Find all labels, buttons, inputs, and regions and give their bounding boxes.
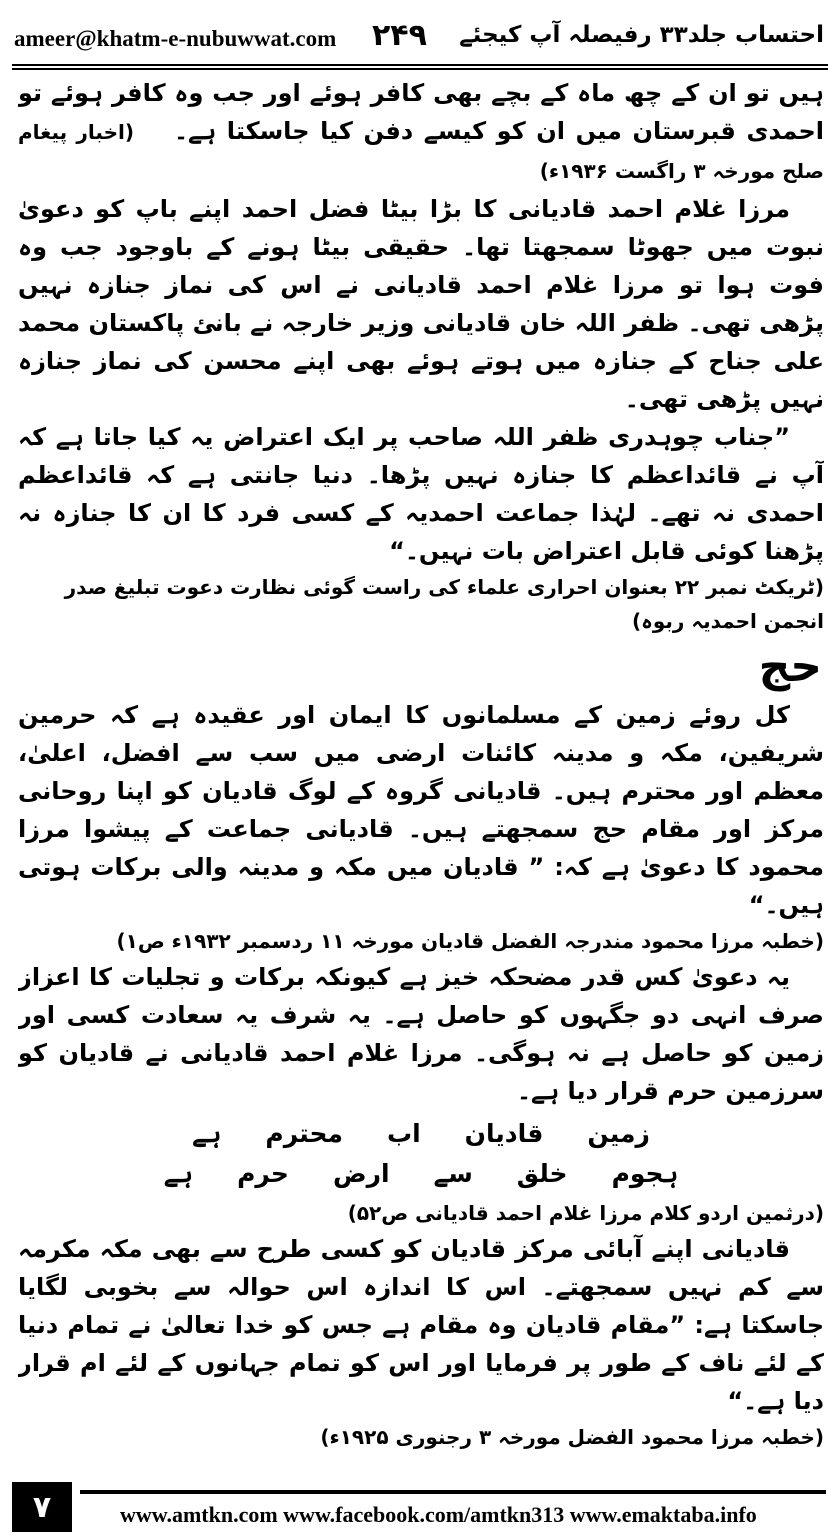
verse-word: ہے [163, 1159, 194, 1188]
running-title: احتساب جلد۳۳ رفیصلہ آپ کیجئے [459, 22, 824, 48]
header-divider [12, 64, 828, 70]
verse-line-2 [18, 1154, 824, 1194]
page-number: ۲۴۹ [372, 18, 427, 53]
citation-5: (خطبہ مرزا محمود الفضل مورخہ ۳ رجنوری ۱۹۲۵ء) [320, 1425, 824, 1449]
paragraph-1 [18, 74, 824, 190]
paragraph-6: قادیانی اپنے آبائی مرکز قادیان کو کسی طرح سے بھی مکہ مکرمہ سے کم نہیں سمجھتے۔ اس کا اندازہ اس حوالہ سے بخوبی لگایا جاسکتا ہے: ”مقام قادیان وہ مقام ہے جس کو خدا تعالیٰ نے تمام دنیا کے لئے ناف کے طور پر فرمایا اور اس کو تمام جہانوں کے لئے ام قرار دیا ہے۔“ [18, 1235, 824, 1415]
page-body [18, 74, 824, 1464]
paragraph-5: یہ دعویٰ کس قدر مضحکہ خیز ہے کیونکہ برکات و تجلیات کا اعزاز صرف انہی دو جگہوں کو حاصل ہے۔ یہ شرف یہ سعادت کسی اور زمین کو حاصل ہے نہ ہوگی۔ مرزا غلام احمد قادیانی نے قادیان کو سرزمین حرم قرار دیا ہے۔ [18, 963, 824, 1105]
verse-word: ارض [332, 1159, 390, 1188]
verse-word: ہے [192, 1119, 222, 1148]
verse-word: سے [433, 1159, 473, 1188]
paragraph-1-text: ہیں تو ان کے چھ ماہ کے بچے بھی کافر ہوئے اور جب وہ کافر ہوئے تو احمدی قبرستان میں ان کو کیسے دفن کیا جاسکتا ہے۔ [18, 79, 824, 145]
page-header [0, 0, 840, 70]
verse-word: محترم [265, 1119, 343, 1148]
verse-line-1 [18, 1114, 824, 1154]
footer-page-box: ۷ [12, 1482, 72, 1532]
paragraph-4: کل روئے زمین کے مسلمانوں کا ایمان اور عقیدہ ہے کہ حرمین شریفین، مکہ و مدینہ کائنات ارضی میں سب سے افضل، اعلیٰ، معظم اور محترم ہیں۔ قادیانی گروہ کے لوگ قادیان کو اپنا روحانی مرکز اور مقام حج سمجھتے ہیں۔ قادیانی جماعت کے پیشوا مرزا محمود کا دعویٰ ہے کہ: ” قادیان میں مکہ و مدینہ والی برکات ہوتی ہیں۔“ [18, 701, 824, 919]
citation-3: (خطبہ مرزا محمود مندرجہ الفضل قادیان مورخہ ۱۱ ردسمبر ۱۹۳۲ء ص۱) [116, 929, 824, 953]
footer-divider [80, 1490, 826, 1494]
section-heading-hajj: حج [758, 641, 822, 692]
footer-links: www.amtkn.com www.facebook.com/amtkn313 www.emaktaba.info [120, 1502, 757, 1527]
page-footer [0, 1468, 840, 1540]
paragraph-3-quote: ”جناب چوہدری ظفر اللہ صاحب پر ایک اعتراض یہ کیا جاتا ہے کہ آپ نے قائداعظم کا جنازہ نہیں پڑھا۔ دنیا جانتی ہے کہ قائداعظم احمدی نہ تھے۔ لہٰذا جماعت احمدیہ کے کسی فرد کا ان کا جنازہ نہ پڑھنا کوئی قابل اعتراض بات نہیں۔“ [18, 423, 824, 565]
citation-2: (ٹریکٹ نمبر ۲۲ بعنوان احراری علماء کی راست گوئی نظارت دعوت تبلیغ صدر انجمن احمدیہ ربوہ) [64, 575, 824, 633]
verse-couplet [18, 1114, 824, 1194]
citation-4: (درثمین اردو کلام مرزا غلام احمد قادیانی ص۵۲) [347, 1201, 824, 1225]
verse-word: خلق [516, 1159, 568, 1188]
verse-word: حرم [237, 1159, 289, 1188]
verse-word: قادیان [464, 1119, 544, 1148]
citation-1: (اخبار پیغام صلح مورخہ ۳ راگست ۱۹۳۶ء) [18, 120, 824, 183]
verse-word: زمین [587, 1119, 650, 1148]
verse-word: ہجوم [611, 1159, 679, 1188]
paragraph-2: مرزا غلام احمد قادیانی کا بڑا بیٹا فضل احمد اپنے باپ کو دعویٰ نبوت میں جھوٹا سمجھتا تھا۔ حقیقی بیٹا ہونے کے باوجود جب وہ فوت ہوا تو مرزا غلام احمد قادیانی نے اس کی نماز جنازہ نہیں پڑھی تھی۔ ظفر اللہ خان قادیانی وزیر خارجہ نے بانئ پاکستان محمد علی جناح کے جنازہ میں ہوتے ہوئے بھی اپنے محسن کی نماز جنازہ نہیں پڑھی تھی۔ [18, 195, 824, 413]
header-email: ameer@khatm-e-nubuwwat.com [14, 26, 337, 51]
verse-word: اب [386, 1119, 421, 1148]
